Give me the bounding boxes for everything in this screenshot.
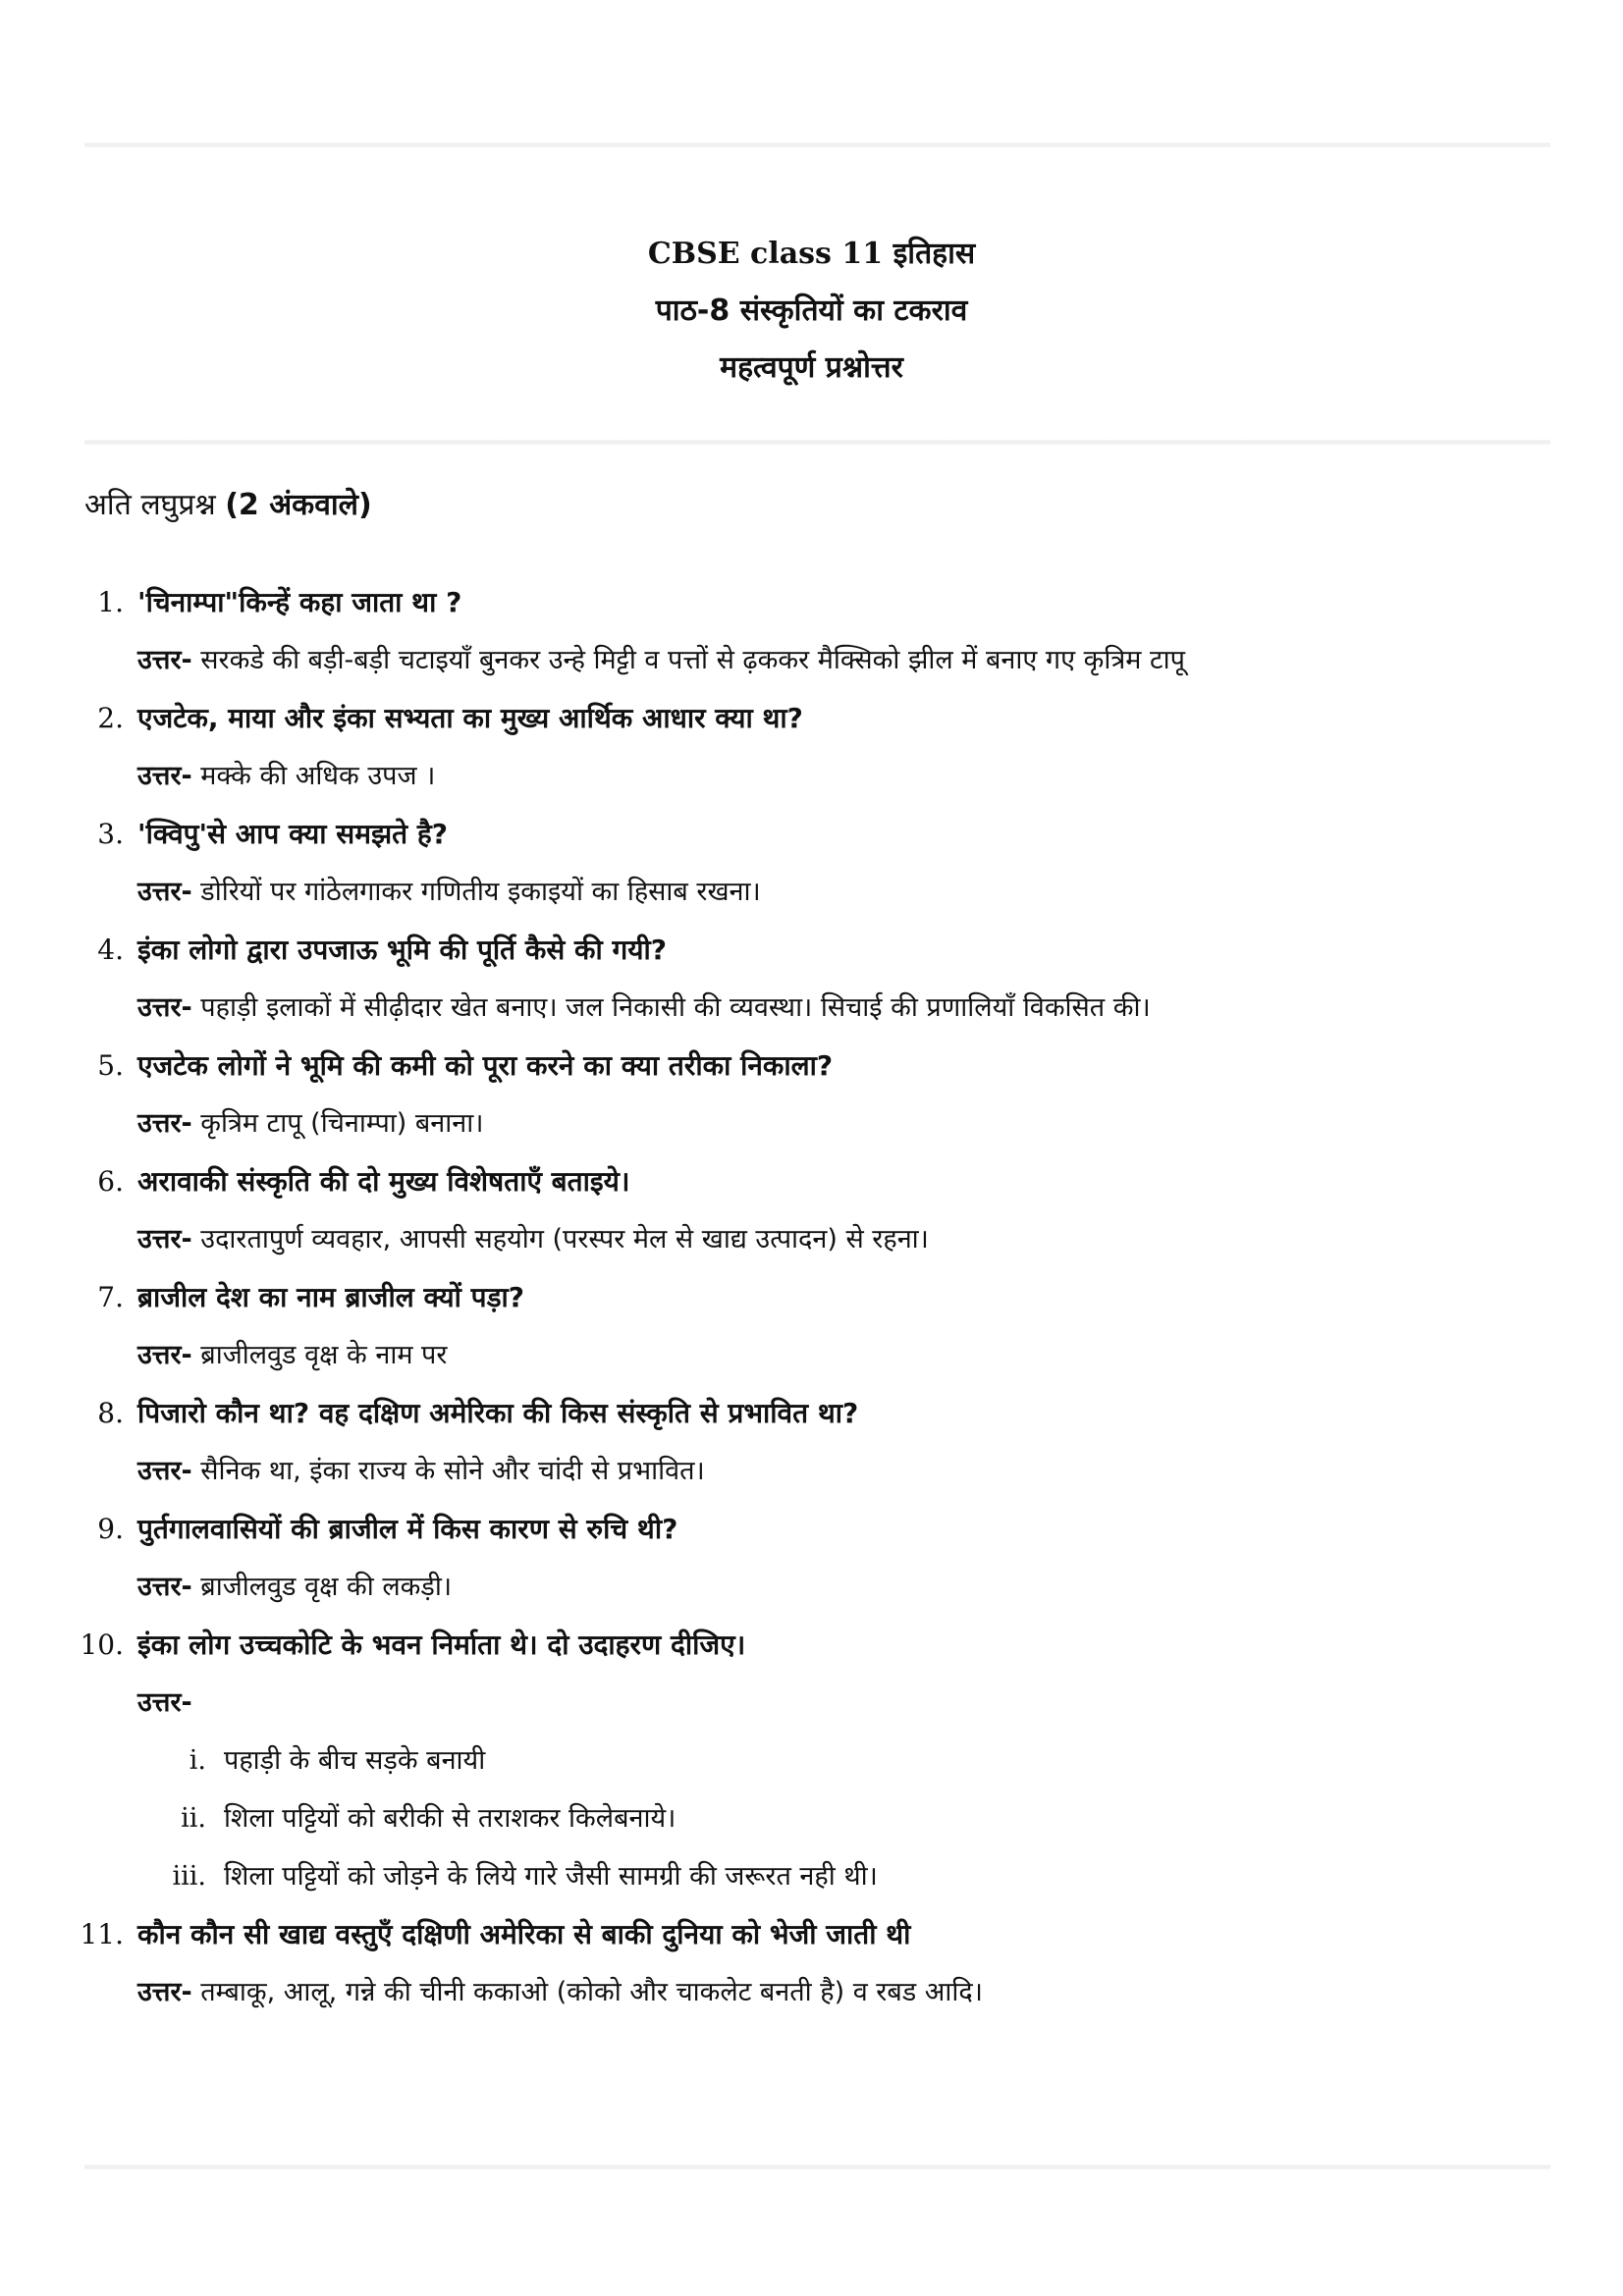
- question-number: 3.: [97, 818, 124, 850]
- answer-text: ब्राजीलवुड वृक्ष के नाम पर: [200, 1340, 448, 1370]
- qa-item: [59, 921, 1571, 1037]
- question-row: [59, 805, 1571, 863]
- question-row: [59, 1500, 1571, 1558]
- answer-label: उत्तर-: [137, 992, 192, 1023]
- question-text: पुर्तगालवासियों की ब्राजील में किस कारण से रुचि थी?: [137, 1513, 678, 1545]
- answer-row: [59, 1442, 1571, 1500]
- answer-label: उत्तर-: [137, 761, 192, 791]
- answer-label: उत्तर-: [137, 1977, 192, 2007]
- top-divider: [84, 142, 1550, 147]
- question-row: [59, 1616, 1571, 1674]
- question-text: पिजारो कौन था? वह दक्षिण अमेरिका की किस संस्कृति से प्रभावित था?: [137, 1397, 859, 1429]
- question-number: 11.: [80, 1918, 124, 1950]
- answer-text: डोरियों पर गांठेलगाकर गणितीय इकाइयों का हिसाब रखना।: [200, 877, 761, 907]
- answer-label: उत्तर-: [137, 1572, 192, 1602]
- question-row: [59, 1384, 1571, 1442]
- qa-item: [59, 1905, 1571, 2021]
- sub-item-text: शिला पट्टियों को बरीकी से तराशकर किलेबनाये।: [224, 1803, 676, 1834]
- question-text: ब्राजील देश का नाम ब्राजील क्यों पड़ा?: [137, 1281, 525, 1313]
- question-number: 7.: [97, 1281, 124, 1313]
- question-text: एजटेक लोगों ने भूमि की कमी को पूरा करने का क्या तरीका निकाला?: [137, 1049, 834, 1082]
- answer-sub-item: [59, 1789, 1571, 1847]
- qa-item: [59, 1268, 1571, 1384]
- question-number: 4.: [97, 934, 124, 966]
- question-answer-list: [59, 573, 1571, 2021]
- question-number: 5.: [97, 1049, 124, 1082]
- qa-item: [59, 1037, 1571, 1152]
- answer-label: उत्तर-: [137, 1108, 192, 1139]
- question-text: इंका लोगो द्वारा उपजाऊ भूमि की पूर्ति कैसे की गयी?: [137, 934, 668, 966]
- answer-row: [59, 1095, 1571, 1152]
- section-heading: [84, 487, 372, 524]
- answer-sub-item: [59, 1732, 1571, 1789]
- answer-row: [59, 1674, 1571, 1732]
- question-number: 6.: [97, 1165, 124, 1198]
- question-row: [59, 1152, 1571, 1210]
- question-row: [59, 1905, 1571, 1963]
- qa-item: [59, 805, 1571, 921]
- question-number: 2.: [97, 702, 124, 734]
- question-number: 8.: [97, 1397, 124, 1429]
- sub-item-number: iii.: [172, 1861, 206, 1892]
- question-number: 9.: [97, 1513, 124, 1545]
- answer-row: [59, 979, 1571, 1037]
- answer-text: तम्बाकू, आलू, गन्ने की चीनी ककाओ (कोको और चाकलेट बनती है) व रबड आदि।: [200, 1977, 983, 2007]
- answer-label: उत्तर-: [137, 877, 192, 907]
- answer-label: उत्तर-: [137, 1224, 192, 1255]
- sub-item-number: ii.: [181, 1803, 206, 1834]
- question-number: 1.: [97, 586, 124, 618]
- answer-text: सैनिक था, इंका राज्य के सोने और चांदी से प्रभावित।: [200, 1456, 705, 1486]
- answer-label: उत्तर-: [137, 1340, 192, 1370]
- sub-item-number: i.: [189, 1745, 206, 1776]
- qa-item: [59, 689, 1571, 805]
- question-row: [59, 921, 1571, 979]
- question-text: एजटेक, माया और इंका सभ्यता का मुख्य आर्थिक आधार क्या था?: [137, 702, 803, 734]
- answer-row: [59, 747, 1571, 805]
- answer-text: कृत्रिम टापू (चिनाम्पा) बनाना।: [200, 1108, 484, 1139]
- answer-sub-item: [59, 1847, 1571, 1905]
- answer-row: [59, 1210, 1571, 1268]
- bottom-divider: [84, 2164, 1550, 2169]
- qa-item: [59, 1616, 1571, 1905]
- question-text: 'चिनाम्पा"किन्हें कहा जाता था ?: [137, 586, 462, 618]
- section-heading-text: अति लघुप्रश्न: [84, 488, 226, 522]
- answer-text: उदारतापुर्ण व्यवहार, आपसी सहयोग (परस्पर मेल से खाद्य उत्पादन) से रहना।: [200, 1224, 929, 1255]
- answer-text: मक्के की अधिक उपज ।: [200, 761, 436, 791]
- answer-row: [59, 1963, 1571, 2021]
- sub-item-text: शिला पट्टियों को जोड़ने के लिये गारे जैसी सामग्री की जरूरत नही थी।: [224, 1861, 878, 1892]
- answer-label: उत्तर-: [137, 1687, 192, 1718]
- answer-text: सरकडे की बड़ी-बड़ी चटाइयाँ बुनकर उन्हे मिट्टी व पत्तों से ढ़ककर मैक्सिको झील में बनाए गए कृत्रिम टापू: [200, 645, 1185, 675]
- document-title: CBSE class 11 इतिहास: [647, 237, 976, 271]
- sub-item-text: पहाड़ी के बीच सड़के बनायी: [224, 1745, 486, 1776]
- question-text: अरावाकी संस्कृति की दो मुख्य विशेषताएँ बताइये।: [137, 1165, 630, 1198]
- question-row: [59, 1268, 1571, 1326]
- answer-row: [59, 1558, 1571, 1616]
- qa-item: [59, 1384, 1571, 1500]
- answer-label: उत्तर-: [137, 645, 192, 675]
- question-row: [59, 689, 1571, 747]
- qa-item: [59, 1500, 1571, 1616]
- question-row: [59, 1037, 1571, 1095]
- document-header: [0, 236, 1623, 406]
- answer-text: पहाड़ी इलाकों में सीढ़ीदार खेत बनाए। जल निकासी की व्यवस्था। सिचाई की प्रणालियाँ विकसित की।: [200, 992, 1151, 1023]
- question-row: [59, 573, 1571, 631]
- document-subtitle: महत्वपूर्ण प्रश्नोत्तर: [720, 350, 903, 385]
- question-number: 10.: [80, 1629, 124, 1661]
- section-heading-marks: (2 अंकवाले): [225, 488, 372, 522]
- qa-item: [59, 573, 1571, 689]
- question-text: 'क्विपु'से आप क्या समझते है?: [137, 818, 448, 850]
- answer-text: ब्राजीलवुड वृक्ष की लकड़ी।: [200, 1572, 453, 1602]
- answer-row: [59, 631, 1571, 689]
- header-divider: [84, 440, 1550, 445]
- chapter-title: पाठ-8 संस्कृतियों का टकराव: [655, 294, 968, 328]
- answer-label: उत्तर-: [137, 1456, 192, 1486]
- qa-item: [59, 1152, 1571, 1268]
- question-text: इंका लोग उच्चकोटि के भवन निर्माता थे। दो उदाहरण दीजिए।: [137, 1629, 746, 1661]
- answer-row: [59, 863, 1571, 921]
- question-text: कौन कौन सी खाद्य वस्तुएँ दक्षिणी अमेरिका से बाकी दुनिया को भेजी जाती थी: [137, 1918, 911, 1950]
- answer-row: [59, 1326, 1571, 1384]
